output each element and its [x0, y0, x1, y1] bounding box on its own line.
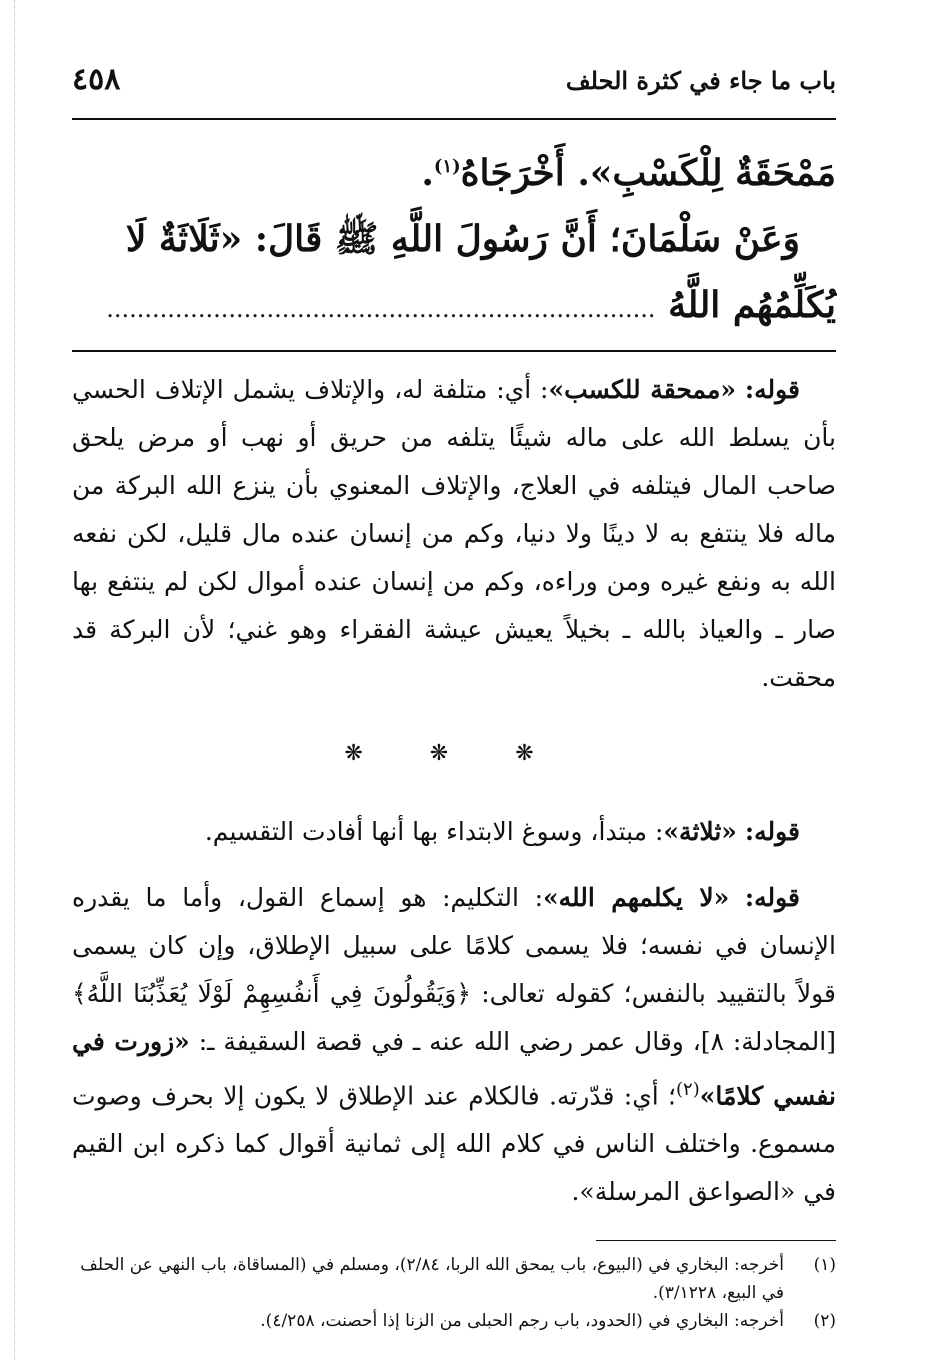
footnote-text: أخرجه: البخاري في (البيوع، باب يمحق الله الربا، ٢/٨٤)، ومسلم في (المساقاة، باب النهي عن الحلف في البيع، ٣/١٢٢٨). — [80, 1255, 784, 1304]
page-number: ٤٥٨ — [72, 62, 121, 97]
footnote-rule — [596, 1240, 836, 1241]
footnote-ref-2[interactable]: (٢) — [675, 1079, 700, 1100]
matn-line-1-end: . — [421, 152, 434, 194]
matn-line-3 — [72, 272, 836, 342]
matn-line-3-text: يُكَلِّمُهُم اللَّهُ — [668, 284, 836, 326]
commentary-text: : التكليم: هو إسماع القول، وأما ما يقدره الإنسان في نفسه؛ فلا يسمى كلامًا على سبيل الإطلاق، وإن كان يسمى قولاً بالتقييد بالنفس؛ كقوله تعالى: ﴿وَيَقُولُونَ فِي أَنفُسِهِمْ لَوْلَا يُعَذِّبُنَا اللَّهُ﴾ [المجادلة: ٨]، وقال عمر رضي الله عنه ـ في قصة السقيفة ـ: — [72, 883, 836, 1056]
matn-line-1 — [72, 134, 836, 206]
commentary-text: ؛ أي: قدّرته. فالكلام عند الإطلاق لا يكون إلا بحرف وصوت مسموع. واختلف الناس في كلام الله إلى ثمانية أقوال كما ذكره ابن القيم في «الصواعق المرسلة». — [72, 1081, 836, 1207]
quoted-phrase: «ثلاثة» — [663, 817, 737, 846]
book-page — [72, 62, 836, 1335]
chapter-title: باب ما جاء في كثرة الحلف — [565, 66, 836, 95]
matn-separator-rule — [72, 350, 836, 352]
header-rule — [72, 118, 836, 120]
matn-text — [72, 134, 836, 342]
footnote-number: (١) — [813, 1255, 836, 1276]
quoted-phrase: «لا يكلمهم الله» — [543, 883, 730, 912]
footnote-2 — [72, 1307, 836, 1335]
quoted-phrase: «ممحقة للكسب» — [548, 375, 736, 404]
commentary-paragraph-2 — [72, 808, 836, 856]
page-header — [72, 62, 836, 112]
commentary-paragraph-3 — [72, 874, 836, 1216]
matn-line-2: وَعَنْ سَلْمَانَ؛ أَنَّ رَسُولَ اللَّهِ ﷺ قَالَ: «ثَلَاثَةٌ لَا — [125, 218, 800, 260]
paragraph-gap — [72, 856, 836, 874]
commentary-text: : أي: متلفة له، والإتلاف يشمل الإتلاف الحسي بأن يسلط الله على ماله شيئًا يتلفه من حريق أو نهب أو مرض يلحق صاحب المال فيتلفه في العلاج، والإتلاف المعنوي بأن ينزع الله البركة من ماله فلا ينتفع به لا دينًا ولا دنيا، وكم من إنسان عنده مال قليل، لكن نفعه الله به ونفع غيره ومن وراءه، وكم من إنسان عنده أموال لكن لم ينتفع بها صار ـ والعياذ بالله ـ بخيلاً يعيش عيشة الفقراء وهو غني؛ لأن البركة قد محقت. — [72, 375, 836, 692]
page-edge-dotted-line — [14, 0, 15, 1360]
footnote-number: (٢) — [813, 1311, 836, 1332]
commentary-paragraph-1 — [72, 366, 836, 702]
qawluhu-label: قوله: — [744, 883, 800, 912]
qawluhu-label: قوله: — [744, 817, 800, 846]
footnote-ref-1[interactable]: (١) — [433, 156, 461, 177]
quoted-phrase: «زورت في نفسي كلامًا» — [72, 1027, 836, 1111]
section-divider-stars: ❋ ❋ ❋ — [344, 741, 564, 766]
dotted-continuation: ........................................................................ — [106, 295, 656, 323]
commentary — [72, 366, 836, 1216]
footnotes — [72, 1251, 836, 1335]
matn-line-1-text: مَمْحَقَةٌ لِلْكَسْبِ». أَخْرَجَاهُ — [460, 152, 836, 194]
commentary-text: : مبتدأ، وسوغ الابتداء بها أنها أفادت التقسيم. — [204, 817, 664, 846]
qawluhu-label: قوله: — [744, 375, 800, 404]
footnote-1 — [72, 1251, 836, 1307]
footnote-text: أخرجه: البخاري في (الحدود، باب رجم الحبلى من الزنا إذا أحصنت، ٤/٢٥٨). — [260, 1311, 784, 1332]
